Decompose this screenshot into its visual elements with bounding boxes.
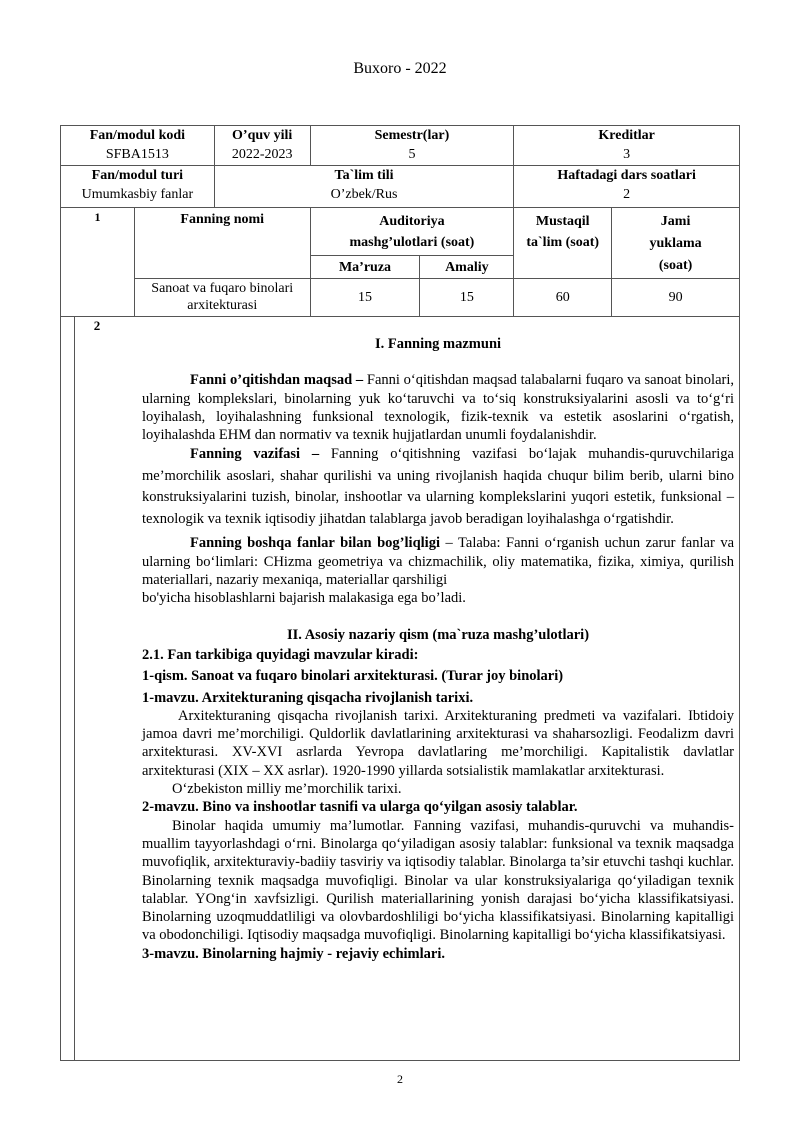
boglanish-text: – Talaba: Fanni oʻrganish uchun zarur fanlar va ularning boʻlimlari: CHizma geometriya va chizmachilik, oliy matematika, fizika, ximiya, qurilish materiallari, nazariy mexaniqa, materiallar qarshiligi [142, 535, 734, 589]
row-number-2: 2 [93, 318, 101, 333]
jami-header [612, 208, 740, 279]
semestr-label: Semestr(lar) [374, 128, 450, 143]
amaliy-label: Amaliy [420, 256, 514, 279]
mavzu-2-text: Binolar haqida umumiy ma’lumotlar. Fanning vazifasi, muhandis-quruvchi va muhandis-muallim tayyorlashdagi oʻrni. Binolarga qoʻyiladigan asosiy talablar: funksional va texnik maqsadga muvofiqlik, arxitekturaviy-badiiy tasviriy va iqtisodiy talablar. Binolarga ta’sir etuvchi tashqi kuchlar. Binolarning texnik maqsadga muvofiqligi. Binolar va ular konstruksiyalariga qoʻyiladigan texnik talablar. YOngʻin xavfsizligi. Qurilish materiallarining yonish darajasi boʻyicha klassifikatsiyasi. Binolarning uzoqmuddatliligi va olovbardoshliligi boʻyicha klassifikatsiyasi. Binolarning kapitalligi va obodonchiligi. Iqtisodiy maqsadga muvofiqligi. Binolarning kapitalligi boʻyicha klassifikatsiyasi. [142, 817, 734, 944]
mustaqil-label-2: ta`lim (soat) [526, 235, 600, 250]
maruza-value: 15 [310, 279, 420, 317]
fan-kodi-label: Fan/modul kodi [89, 128, 186, 143]
soat-cell [514, 166, 740, 208]
maruza-label: Ma’ruza [310, 256, 420, 279]
city-year: Buxoro - 2022 [353, 60, 447, 77]
fan-kodi-value: SFBA1513 [105, 147, 169, 162]
fan-kodi-cell [61, 126, 215, 166]
qism-heading: 1-qism. Sanoat va fuqaro binolari arxitekturasi. (Turar joy binolari) [142, 668, 564, 685]
semestr-cell [310, 126, 514, 166]
vazifa-bold: Fanning vazifasi – [190, 446, 320, 463]
auditoriya-label-1: Auditoriya [379, 214, 445, 229]
jami-label-2: yuklama [649, 236, 702, 251]
jami-label-3: (soat) [658, 258, 693, 273]
syllabus-content [142, 335, 734, 963]
kredit-cell [514, 126, 740, 166]
mustaqil-header [514, 208, 612, 279]
boglanish-line-2: bo'yicha hisoblashlarni bajarish malakasiga ega bo’ladi. [142, 590, 466, 607]
mavzu-2-heading: 2-mavzu. Bino va inshootlar tasnifi va ularga qoʻyilgan asosiy talablar. [142, 799, 578, 816]
mavzu-1-text-2: Oʻzbekiston milliy me’morchilik tarixi. [172, 781, 402, 798]
tili-cell [214, 166, 514, 208]
tili-value: O’zbek/Rus [330, 187, 398, 202]
soat-value: 2 [623, 187, 631, 202]
mavzu-1-heading: 1-mavzu. Arxitekturaning qisqacha rivojlanish tarixi. [142, 689, 474, 706]
oquv-yili-value: 2022-2023 [231, 147, 293, 162]
maqsad-bold: Fanni o’qitishdan maqsad – [190, 372, 364, 389]
fan-nomi-line-1: Sanoat va fuqaro binolari [151, 281, 294, 296]
turi-cell [61, 166, 215, 208]
jami-label-1: Jami [660, 214, 691, 229]
boglanish-bold: Fanning boshqa fanlar bilan bog’liqligi [190, 535, 440, 552]
oquv-yili-label: O’quv yili [232, 128, 293, 143]
kredit-value: 3 [623, 147, 631, 162]
column-divider [74, 316, 75, 1061]
turi-value: Umumkasbiy fanlar [81, 187, 194, 202]
mavzu-3-heading: 3-mavzu. Binolarning hajmiy - rejaviy echimlari. [142, 945, 445, 962]
mavzu-1-text: Arxitekturaning qisqacha rivojlanish tarixi. Arxitekturaning predmeti va vazifalari. Ibtidoiy jamoa davri me’morchiligi. Quldorlik davlatlarining arxitekturasi va shaharsozligi. Feodalizm davri arxitekturasi. XV-XVI asrlarda Yevropa davlatlaring me’morchiligi. Kapitalistik davlatlar arxitekturasi (XIX – XX asrlar). 1920-1990 yillarda sotsialistik mamlakatlar arxitekturasi. [142, 707, 734, 779]
oquv-yili-cell [214, 126, 310, 166]
tili-label: Ta`lim tili [334, 168, 394, 183]
amaliy-value: 15 [420, 279, 514, 317]
paragraph-maqsad [142, 371, 734, 444]
paragraph-vazifa [142, 444, 734, 530]
jami-value: 90 [612, 279, 740, 317]
fan-nomi-label: Fanning nomi [134, 208, 310, 279]
fan-nomi-cell [134, 279, 310, 317]
auditoriya-label-2: mashg’ulotlari (soat) [349, 235, 475, 250]
paragraph-boglanish [142, 534, 734, 589]
subheading-2-1: 2.1. Fan tarkibiga quyidagi mavzular kiradi: [142, 646, 419, 663]
spacer [142, 608, 734, 626]
soat-label: Haftadagi dars soatlari [557, 168, 696, 183]
auditoriya-header [310, 208, 514, 256]
turi-label: Fan/modul turi [91, 168, 184, 183]
row-number-1: 1 [61, 208, 135, 317]
mustaqil-label-1: Mustaqil [535, 214, 590, 229]
page-number: 2 [397, 1072, 403, 1086]
section-heading-1: I. Fanning mazmuni [374, 336, 502, 352]
maqsad-text: Fanni oʻqitishdan maqsad talabalarni fuqaro va sanoat binolari, ularning komplekslari, binolarning yuk koʻtaruvchi va toʻsiq konstruksiyalarini asosli va toʻgʻri loyihalash, loyihalashning funksional texnologik, fizik-texnik va estetik asoslarini oʻrgatish, loyihalashda EHM dan normativ va texnik hujjatlardan unumli foydalanishdir. [142, 372, 734, 444]
fan-nomi-line-2: arxitekturasi [187, 298, 258, 313]
vazifa-text: Fanning oʻqitishning vazifasi boʻlajak muhandis-quruvchilariga me’morchilik asoslari, shahar qurilishi va uning rivojlanish haqida chuqur bilim berib, ularni bino konstruksiyalarini tuzish, binolar, inshootlar va ularning komplekslarini yuqori estetik, funksional – texnologik va texnik iqtisodiy jihatdan talablarga javob beradigan loyihalashga oʻrgatishdir. [142, 446, 734, 527]
course-info-table [60, 125, 740, 317]
mustaqil-value: 60 [514, 279, 612, 317]
semestr-value: 5 [408, 147, 416, 162]
section-heading-2: II. Asosiy nazariy qism (ma`ruza mashg’ulotlari) [286, 626, 590, 643]
kredit-label: Kreditlar [598, 128, 655, 143]
